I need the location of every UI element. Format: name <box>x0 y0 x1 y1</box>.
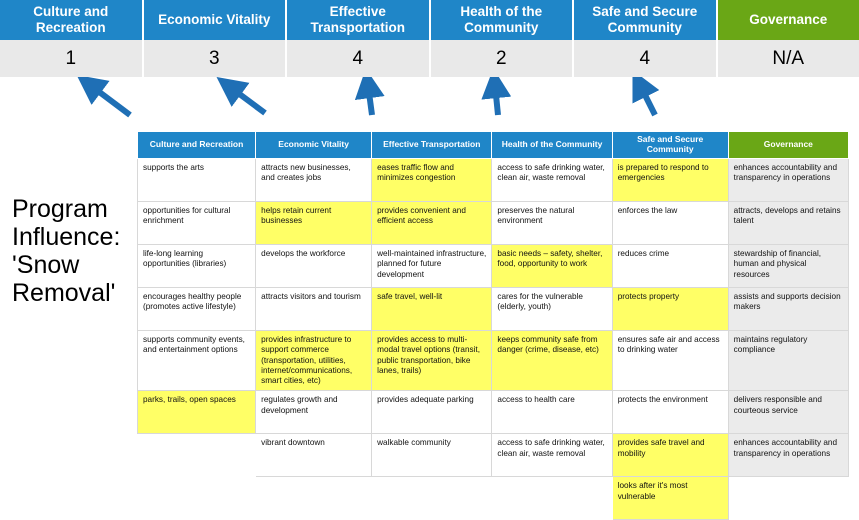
matrix-cell: delivers responsible and courteous service <box>728 391 848 434</box>
category-header-safe-and-secure-community: Safe and Secure Community <box>574 0 718 40</box>
score-effective-transportation: 4 <box>287 40 431 77</box>
matrix-cell: is prepared to respond to emergencies <box>612 159 728 202</box>
matrix-row <box>138 202 849 245</box>
matrix-cell: provides safe travel and mobility <box>612 434 728 477</box>
matrix-cell: eases traffic flow and minimizes congestion <box>372 159 492 202</box>
matrix-cell: protects property <box>612 288 728 331</box>
matrix-cell: helps retain current businesses <box>256 202 372 245</box>
matrix-cell: attracts visitors and tourism <box>256 288 372 331</box>
matrix-cell <box>138 477 256 520</box>
matrix-row <box>138 288 849 331</box>
matrix-cell: attracts, develops and retains talent <box>728 202 848 245</box>
matrix-cell: life-long learning opportunities (libraries) <box>138 245 256 288</box>
matrix-cell: regulates growth and development <box>256 391 372 434</box>
score-health-of-the-community: 2 <box>431 40 575 77</box>
matrix-cell: reduces crime <box>612 245 728 288</box>
matrix-cell: basic needs – safety, shelter, food, opportunity to work <box>492 245 612 288</box>
matrix-row <box>138 434 849 477</box>
matrix-row <box>138 477 849 520</box>
score-economic-vitality: 3 <box>144 40 288 77</box>
score-governance: N/A <box>718 40 859 77</box>
category-header-governance: Governance <box>718 0 859 40</box>
matrix-row <box>138 159 849 202</box>
arrow-group <box>0 77 859 132</box>
arrow-safe-and-secure-community <box>640 85 655 115</box>
matrix-row <box>138 391 849 434</box>
matrix-header-health-of-the-community: Health of the Community <box>492 132 612 159</box>
matrix-cell: provides adequate parking <box>372 391 492 434</box>
matrix-header-effective-transportation: Effective Transportation <box>372 132 492 159</box>
matrix-header-safe-and-secure-community: Safe and Secure Community <box>612 132 728 159</box>
matrix-cell: access to health care <box>492 391 612 434</box>
matrix-cell: develops the workforce <box>256 245 372 288</box>
score-culture-and-recreation: 1 <box>0 40 144 77</box>
category-header-band <box>0 0 859 40</box>
matrix-header-culture-and-recreation: Culture and Recreation <box>138 132 256 159</box>
matrix-row <box>138 331 849 391</box>
arrow-economic-vitality <box>230 87 265 113</box>
matrix-cell: cares for the vulnerable (elderly, youth) <box>492 288 612 331</box>
matrix-cell: well-maintained infrastructure, planned for future development <box>372 245 492 288</box>
matrix-cell: parks, trails, open spaces <box>138 391 256 434</box>
matrix-cell <box>372 477 492 520</box>
matrix-cell: maintains regulatory compliance <box>728 331 848 391</box>
matrix-cell: protects the environment <box>612 391 728 434</box>
score-safe-and-secure-community: 4 <box>574 40 718 77</box>
category-header-health-of-the-community: Health of the Community <box>431 0 575 40</box>
matrix-cell: supports community events, and entertainment options <box>138 331 256 391</box>
matrix-cell: attracts new businesses, and creates jobs <box>256 159 372 202</box>
matrix-cell: provides access to multi-modal travel options (transit, public transportation, bike lanes, trails) <box>372 331 492 391</box>
matrix-cell <box>138 434 256 477</box>
matrix-cell: ensures safe air and access to drinking water <box>612 331 728 391</box>
category-header-economic-vitality: Economic Vitality <box>144 0 288 40</box>
arrow-health-of-the-community <box>495 85 498 115</box>
category-header-effective-transportation: Effective Transportation <box>287 0 431 40</box>
matrix-cell: safe travel, well-lit <box>372 288 492 331</box>
matrix-cell: keeps community safe from danger (crime, disease, etc) <box>492 331 612 391</box>
matrix-header-row <box>138 132 849 159</box>
matrix-cell <box>492 477 612 520</box>
matrix-cell <box>728 477 848 520</box>
matrix-cell: walkable community <box>372 434 492 477</box>
matrix-cell: supports the arts <box>138 159 256 202</box>
matrix-cell: provides convenient and efficient access <box>372 202 492 245</box>
matrix-cell: enhances accountability and transparency in operations <box>728 159 848 202</box>
arrow-effective-transportation <box>368 85 372 115</box>
matrix-header-economic-vitality: Economic Vitality <box>256 132 372 159</box>
category-header-culture-and-recreation: Culture and Recreation <box>0 0 144 40</box>
matrix-cell: provides infrastructure to support commerce (transportation, utilities, internet/communications, smart cities, etc) <box>256 331 372 391</box>
matrix-cell: opportunities for cultural enrichment <box>138 202 256 245</box>
matrix-cell: enforces the law <box>612 202 728 245</box>
influence-matrix <box>137 131 849 520</box>
program-influence-caption: Program Influence: 'Snow Removal' <box>12 195 137 307</box>
matrix-header-governance: Governance <box>728 132 848 159</box>
matrix-cell: looks after it's most vulnerable <box>612 477 728 520</box>
matrix-cell: access to safe drinking water, clean air, waste removal <box>492 434 612 477</box>
matrix-cell: preserves the natural environment <box>492 202 612 245</box>
matrix-cell: assists and supports decision makers <box>728 288 848 331</box>
score-band <box>0 40 859 80</box>
matrix-cell: enhances accountability and transparency in operations <box>728 434 848 477</box>
matrix-cell: stewardship of financial, human and physical resources <box>728 245 848 288</box>
matrix-row <box>138 245 849 288</box>
matrix-cell: access to safe drinking water, clean air, waste removal <box>492 159 612 202</box>
matrix-cell: vibrant downtown <box>256 434 372 477</box>
matrix-cell: encourages healthy people (promotes active lifestyle) <box>138 288 256 331</box>
matrix-cell <box>256 477 372 520</box>
arrow-culture-and-recreation <box>90 85 130 115</box>
